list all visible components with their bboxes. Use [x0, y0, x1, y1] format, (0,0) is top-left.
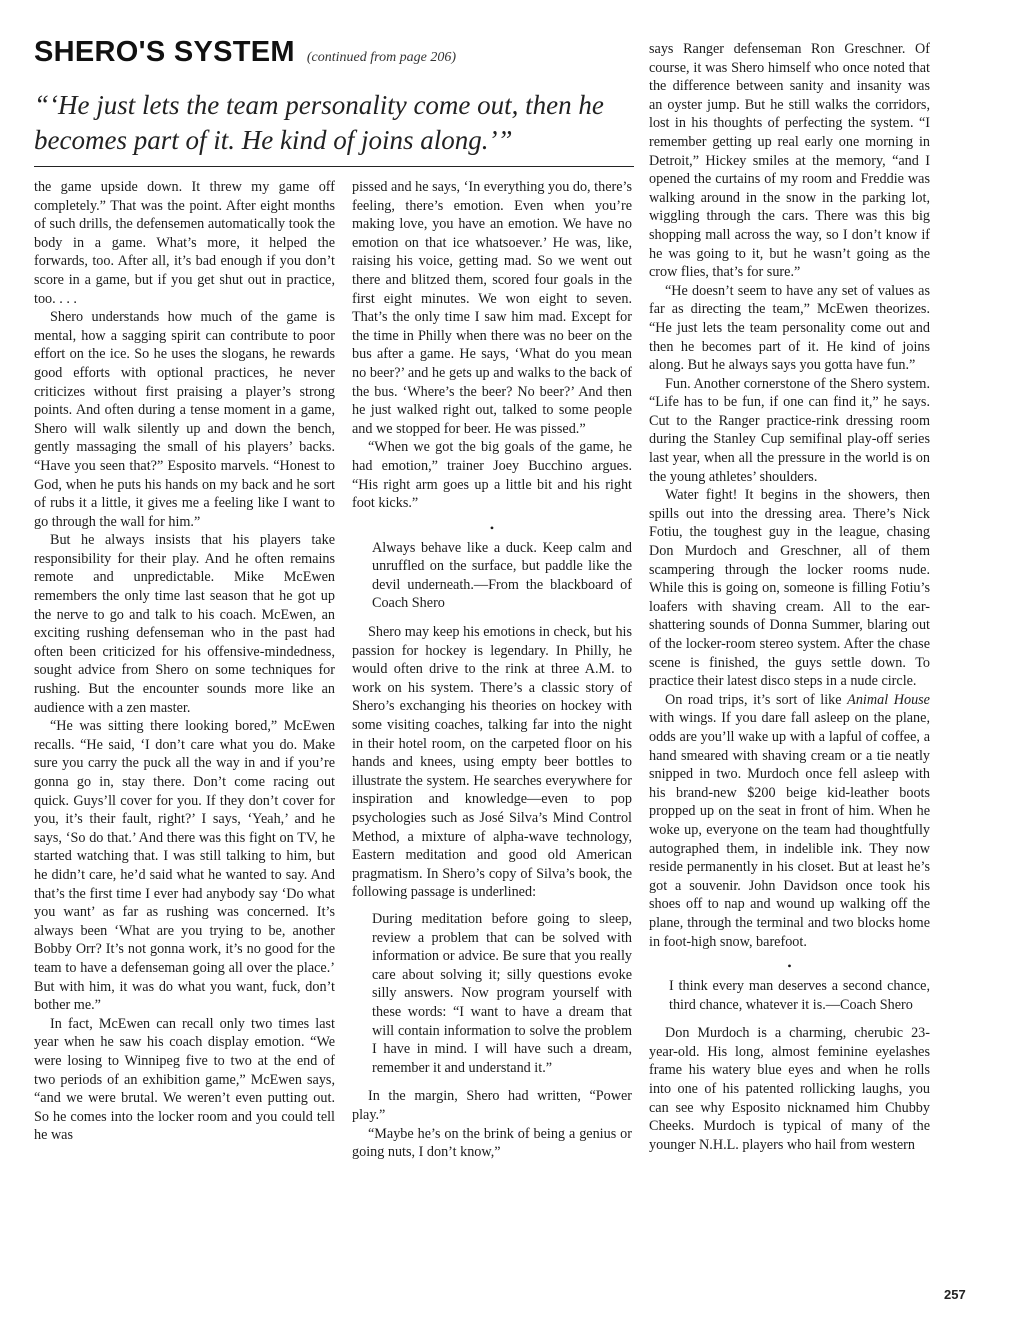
body-paragraph: Fun. Another cornerstone of the Shero system. “Life has to be fun, if one can find it,” he says. Cut to the Ranger practice-rink dressing room during the Stanley Cup semifinal play-off series last year, when all the pressure in the world is on the young athletes’ shoulders. [649, 375, 930, 485]
silva-book-quote: During meditation before going to sleep, review a problem that can be solved with information or advice. Be sure that you really care about solving it; silly questions evoke silly answers. Now program yourself with these words: “I want to have a dream that will contain information to solve the problem I have in mind. I will have such a dream, remember it and understand it.” [372, 910, 632, 1076]
column-3 [649, 40, 930, 1154]
body-paragraph: Shero understands how much of the game is mental, how a sagging spirit can contribute to poor effort on the ice. So he uses the slogans, he rewards good efforts with optional practices, he never criticizes without first praising a player’s strong points. And often during a tense moment in a game, Shero will walk silently up and down the bench, gently massaging the small of his players’ backs. “Have you seen that?” Esposito marvels. “Honest to God, when he puts his hands on my back and he sort of rubs it a little, it gives me a feeling like I want to go through the wall for him.” [34, 309, 335, 530]
pull-quote: “‘He just lets the team personality come out, then he becomes part of it. He kind of joins along.’” [34, 90, 604, 155]
section-separator: • [787, 959, 792, 974]
body-paragraph: says Ranger defenseman Ron Greschner. Of course, it was Shero himself who once noted that the difference between sanity and insanity was an oyster jump. But he still walks the corridors, lost in his thoughts of perfecting the system. “I remember getting up real early one morning in Detroit,” Hickey smiles at the memory, “and I opened the curtains of my room and Freddie was walking around in the snow in the parking lot, wiggling through the cars. There was this big shopping mall across the way, so I don’t know if he was going to it, but he wasn’t going as the crow flies, that’s for sure.” [649, 41, 930, 281]
divider-rule [34, 166, 634, 167]
road-trips-lead: On road trips, it’s sort of like [665, 691, 848, 708]
body-paragraph: the game upside down. It threw my game off completely.” That was the point. After eight months of such drills, the defensemen automatically took the body in a game. What’s more, it helped the forwards, too. After all, it’s bad enough if you don’t score in a game, but if you get shut out in practice, too. . . . [34, 179, 335, 307]
body-paragraph: pissed and he says, ‘In everything you do, there’s feeling, there’s emotion. Even when you’re making love, you have an emotion. We have no emotion on that ice whatsoever.’ He was, like, raising his voice, getting mad. So we went out there and blitzed them, scored four goals in the first eight minutes. We won eight to seven. That’s the only time I saw him mad. Except for the time in Philly when there was no beer on the bus after a game. He says, ‘What do you mean no beer?’ and he gets up and walks to the back of the bus. ‘Where’s the beer? No beer?’ And then he just walked right out, talked to some people and we stopped for beer. He was pissed.” [352, 179, 632, 437]
article-headline [34, 36, 614, 69]
road-trips-rest: with wings. If you dare fall asleep on the plane, odds are you’ll wake up with a lapful of coffee, a hand smeared with shaving cream or a tie neatly snipped in two. Murdoch once fell asleep with his brand-new $200 beige kid-leather boots propped up on the seat in front of him. When he woke up, everyone on the team had thoughtfully autographed them, in indelible ink. They now reside permanently in his closet. But at least he’s got a souvenir. John Davidson once took his shoes off to nap and wound up walking off the plane, through the terminal and two blocks home in foot-high snow, barefoot. [649, 710, 930, 950]
blackboard-quote: Always behave like a duck. Keep calm and unruffled on the surface, but paddle like the devil underneath.—From the blackboard of Coach Shero [372, 539, 632, 612]
body-paragraph: “When we got the big goals of the game, he had emotion,” trainer Joey Bucchino argues. “His right arm goes up a little bit and his right foot kicks.” [352, 439, 632, 512]
body-paragraph: In the margin, Shero had written, “Power play.” [352, 1088, 632, 1123]
body-paragraph: “He was sitting there looking bored,” McEwen recalls. “He said, ‘I don’t care what you do. Make sure you carry the puck all the way in and if you’re gonna go in, stay there. Don’t come racing out quick. Guys’ll cover for you. If they don’t cover for you, it’s their fault, right?’ I says, ‘Yeah,’ and he says, ‘So do that.’ And there was this fight on TV, he started watching that. I was still talking to him, but he didn’t care, he’d said what he wanted to say. And that’s the first time I ever had anybody say ‘Do what you want’ as far as rushing was concerned. It’s always been ‘What are you trying to be, another Bobby Orr? It’s not gonna work, it’s no good for the team to have a defenseman going all over the place.’ But with him, it was do what you want, fuck, don’t bother me.” [34, 718, 335, 1014]
article-title: SHERO'S SYSTEM [34, 36, 295, 68]
continued-note: (continued from page 206) [306, 50, 457, 65]
body-paragraph: Shero may keep his emotions in check, but his passion for hockey is legendary. In Philly, he would often drive to the rink at three A.M. to work on his system. There’s a classic story of Shero’s exchanging his theories on hockey with some visiting coaches, talking far into the night in their hotel room, on the carpeted floor on his hands and knees, using empty beer bottles to illustrate the system. He searches everywhere for inspiration and knowledge—even to pop psychologies such as José Silva’s Mind Control Method, a mixture of alpha-wave technology, Eastern meditation and good old American pragmatism. In Shero’s copy of Silva’s book, the following passage is underlined: [352, 624, 632, 901]
body-paragraph: “Maybe he’s on the brink of being a genius or going nuts, I don’t know,” [352, 1125, 632, 1161]
section-separator: • [489, 520, 495, 535]
film-title: Animal House [847, 691, 930, 708]
body-paragraph: “He doesn’t seem to have any set of values as far as directing the team,” McEwen theorizes. “He just lets the team personality come out and then he becomes part of it. He kind of joins along. But he always says you gotta have fun.” [649, 282, 930, 374]
coach-quote: I think every man deserves a second chance, third chance, whatever it is.—Coach Shero [669, 978, 930, 1013]
body-paragraph: But he always insists that his players take responsibility for their play. And he often remains remote and unpredictable. Mike McEwen remembers the only time last season that he got up the nerve to go and talk to his coach. McEwen, an exciting rushing defenseman who in the past had often been criticized for his offensive-mindedness, sought advice from Shero on some techniques for rushing. But the encounter sounds more like an audience with a zen master. [34, 532, 335, 716]
body-paragraph: Water fight! It begins in the showers, then spills out into the dressing area. There’s Nick Fotiu, the toughest guy in the league, chasing Don Murdoch and Greschner, all of them scampering through the locker rooms nude. While this is going on, someone is filling Fotiu’s loafers with shaving cream. All to the ear-shattering sounds of Donna Summer, blaring out of the locker-room stereo system. After the chase scene is finished, the guys settle down. To practice their latest disco steps in a nude circle. [649, 487, 930, 690]
body-paragraph: Don Murdoch is a charming, cherubic 23-year-old. His long, almost feminine eyelashes frame his watery blue eyes and when he rolls into one of his patented rollicking laughs, you can see why Esposito nicknamed him Chubby Cheeks. Murdoch is typical of many of the younger N.H.L. players who hail from western [649, 1025, 930, 1153]
column-2 [352, 178, 632, 1162]
page-number: 257 [944, 1287, 966, 1302]
column-1 [34, 178, 335, 1145]
body-paragraph: In fact, McEwen can recall only two times last year when he saw his coach display emotion. “We were losing to Winnipeg five to two at the end of two periods of an exhibition game,” McEwen says, “and we were brutal. We weren’t even putting out. So he comes into the locker room and you could tell he was [34, 1015, 335, 1144]
body-paragraph [649, 691, 930, 951]
